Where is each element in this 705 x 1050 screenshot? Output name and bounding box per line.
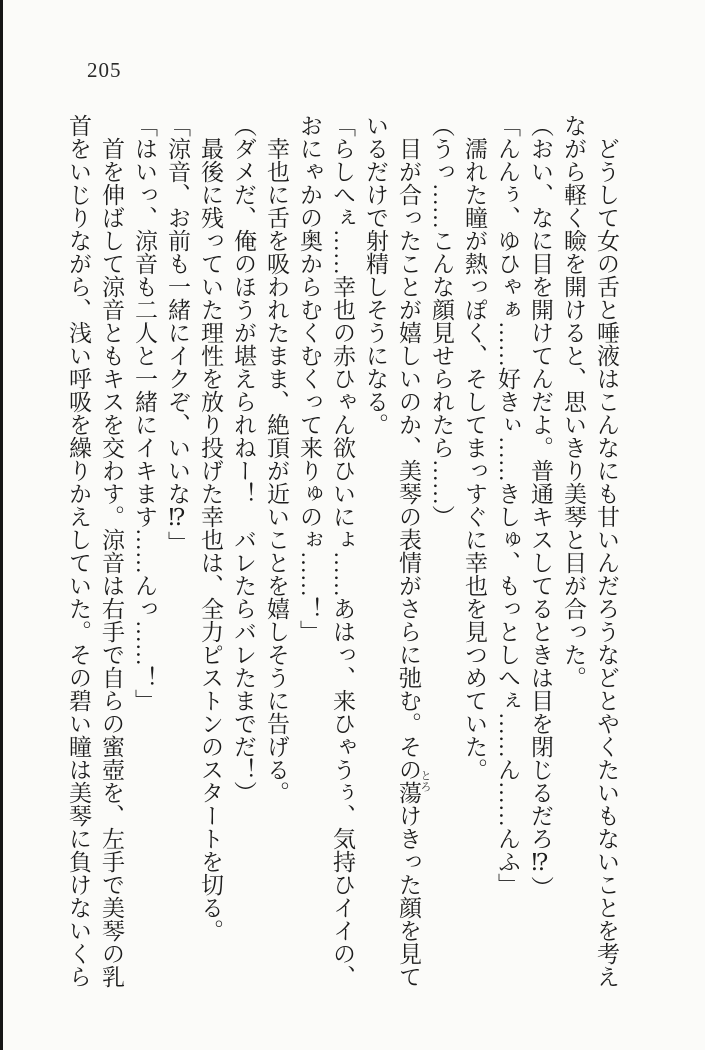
text-column-13: 最後に残っていた理性を放り投げた幸也は、全力ピストンのスタートを切る。 (198, 114, 223, 942)
text-column-14: 「涼音、お前も一緒にイクぞ、いいな⁉」 (165, 114, 190, 554)
text-column-17: 首をいじりながら、浅い呼吸を繰りかえしていた。その碧い瞳は美琴に負けないくら (66, 114, 91, 988)
text-column-5: 濡れた瞳が熱っぽく、そしてまっすぐに幸也を見つめていた。 (462, 114, 487, 781)
text-column-12: （ダメだ、俺のほうが堪えられねー！ バレたらバレたまでだ！） (231, 114, 256, 804)
furigana-annotation: とろ (419, 770, 431, 792)
text-column-7: 目が合ったことが嬉しいのか、美琴の表情がさらに弛む。その蕩けきった顔を見て (396, 114, 421, 988)
text-column-10: おにゃかの奥からむくむくって来りゅのぉ……！」 (297, 114, 322, 643)
text-column-3: （おい、なに目を開けてんだよ。普通キスしてるときは目を閉じるだろ⁉） (528, 114, 553, 899)
page-edge-shadow (0, 0, 3, 1050)
text-column-9: 「らしへぇ……幸也の赤ひゃん欲ひいにょ……あはっ、来ひゃうぅ、気持ひイイの、 (330, 114, 355, 988)
text-column-2: ながら軽く瞼を開けると、思いきり美琴と目が合った。 (561, 114, 586, 689)
text-column-8: いるだけで射精しそうになる。 (363, 114, 388, 436)
text-column-15: 「はいっ、涼音も二人と一緒にイキます……んっ……！」 (132, 114, 157, 712)
main-text-block (62, 114, 623, 992)
text-column-11: 幸也に舌を吸われたまま、絶頂が近いことを嬉しそうに告げる。 (264, 114, 289, 804)
text-column-6: （うっ……こんな顔見せられたら……） (429, 114, 454, 528)
page-number: 205 (87, 58, 122, 82)
text-column-1: どうして女の舌と唾液はこんなにも甘いんだろうなどとやくたいもないことを考え (594, 114, 619, 988)
text-column-4: 「んんぅ、ゆひゃぁ……好きぃ……きしゅ、もっとしへぇ……ん……んふ」 (495, 114, 520, 896)
text-column-16: 首を伸ばして涼音ともキスを交わす。涼音は右手で自らの蜜壺を、左手で美琴の乳 (99, 114, 124, 988)
